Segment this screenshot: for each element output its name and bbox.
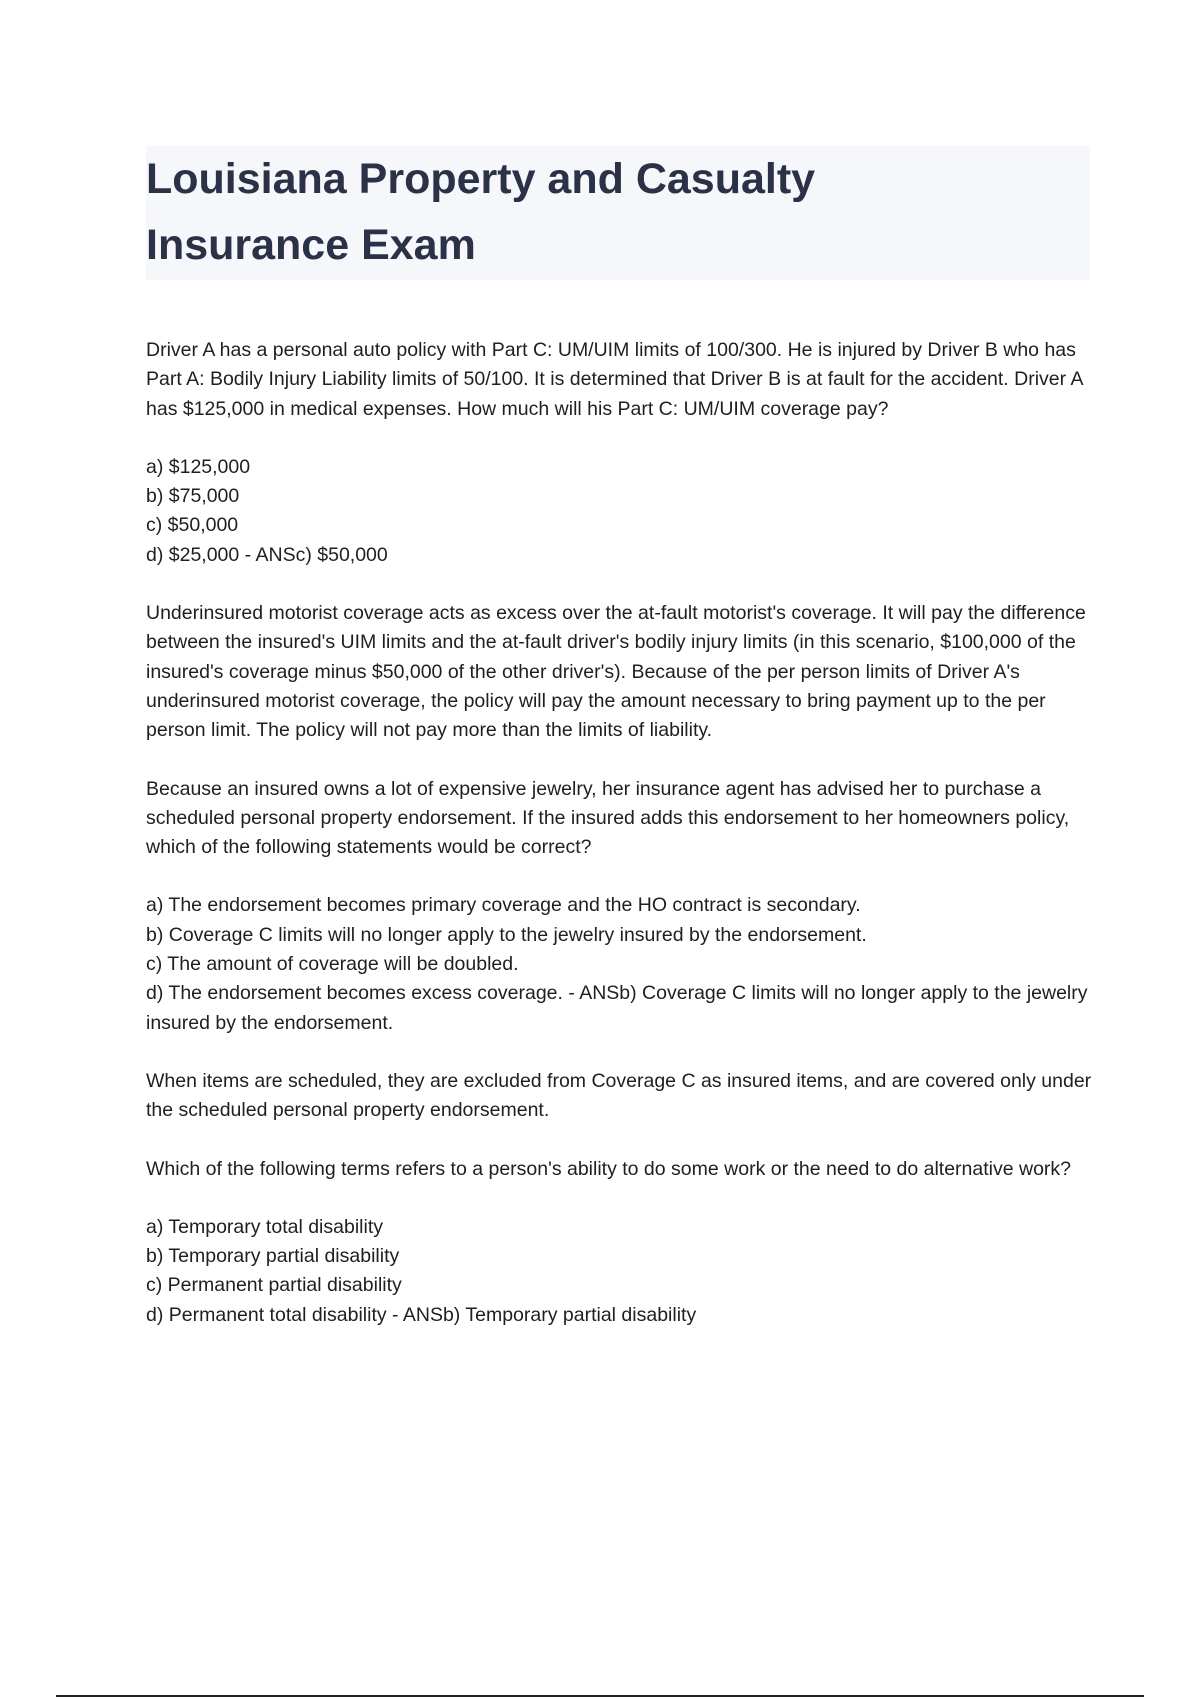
question-1-option-d-answer: d) $25,000 - ANSc) $50,000 [146,543,388,566]
question-3-option-a: a) Temporary total disability [146,1215,383,1238]
document-body [146,336,1096,1359]
document-title-line-2: Insurance Exam [146,221,476,269]
question-3-text: Which of the following terms refers to a person's ability to do some work or the need to do alternative work? [146,1157,1072,1180]
document-title-line-1: Louisiana Property and Casualty [146,155,816,203]
question-2-options [146,891,1096,1037]
question-1-option-b: b) $75,000 [146,485,240,508]
question-1-option-c: c) $50,000 [146,514,239,537]
question-2-option-d-answer: d) The endorsement becomes excess coverage. - ANSb) Coverage C limits will no longer apply to the jewelry insured by the endorsement. [146,982,1088,1034]
page-bottom-divider [56,1695,1144,1697]
question-2-text: Because an insured owns a lot of expensive jewelry, her insurance agent has advised her to purchase a scheduled personal property endorsement. If the insured adds this endorsement to her homeowners policy, which of the following statements would be correct? [146,777,1070,859]
question-1-text: Driver A has a personal auto policy with Part C: UM/UIM limits of 100/300. He is injured by Driver B who has Part A: Bodily Injury Liability limits of 50/100. It is determined that Driver B is at fault for the accident. Driver A has $125,000 in medical expenses. How much will his Part C: UM/UIM coverage pay? [146,339,1083,420]
question-1-options [146,453,1096,570]
question-2-option-b: b) Coverage C limits will no longer apply to the jewelry insured by the endorsement. [146,923,867,946]
question-1-option-a: a) $125,000 [146,455,251,478]
title-banner [146,146,1090,280]
question-3-option-b: b) Temporary partial disability [146,1245,400,1268]
question-1-explanation: Underinsured motorist coverage acts as excess over the at-fault motorist's coverage. It will pay the difference between the insured's UIM limits and the at-fault driver's bodily injury limits (in this scenario, $100,000 of the insured's coverage minus $50,000 of the other driver's). Because of the per person limits of Driver A's underinsured motorist coverage, the policy will pay the amount necessary to bring payment up to the per person limit. The policy will not pay more than the limits of liability. [146,602,1086,742]
question-3-option-d-answer: d) Permanent total disability - ANSb) Temporary partial disability [146,1303,697,1326]
question-2-explanation: When items are scheduled, they are excluded from Coverage C as insured items, and are covered only under the scheduled personal property endorsement. [146,1069,1092,1122]
question-3-options [146,1213,1096,1330]
question-3-option-c: c) Permanent partial disability [146,1274,402,1297]
question-2-option-a: a) The endorsement becomes primary coverage and the HO contract is secondary. [146,894,861,917]
question-2-option-c: c) The amount of coverage will be doubled. [146,953,519,976]
